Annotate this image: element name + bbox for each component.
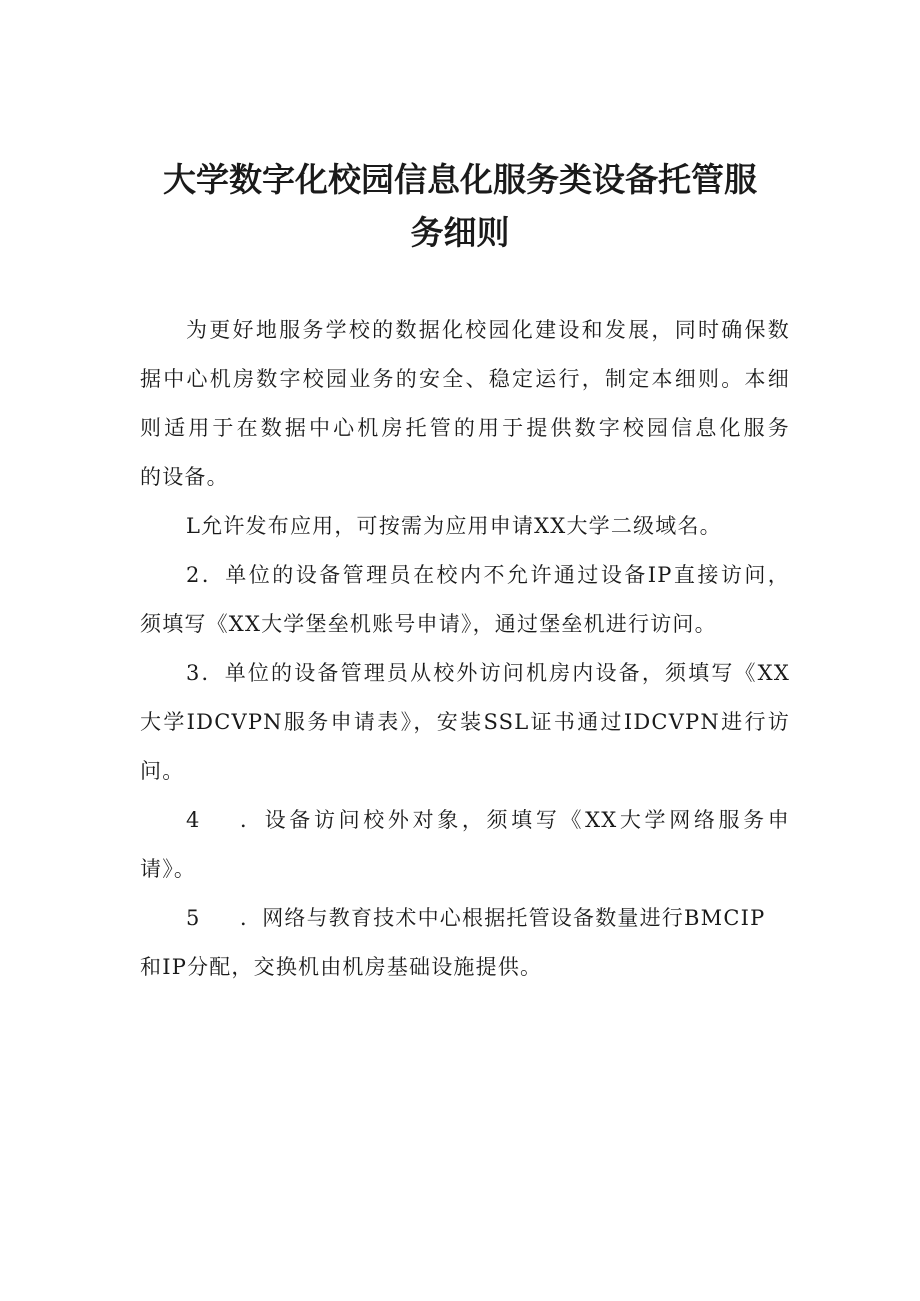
item-2-line-1: 2．单位的设备管理员在校内不允许通过设备IP直接访问， xyxy=(186,563,790,587)
intro-line-1: 为更好地服务学校的数据化校园化建设和发展，同时确保数 xyxy=(186,318,790,342)
item-3-line-2: 大学IDCVPN服务申请表》，安装SSL证书通过IDCVPN进行访 xyxy=(140,710,790,734)
item-1-line-1: L允许发布应用，可按需为应用申请XX大学二级域名。 xyxy=(186,514,722,538)
item-2-line-2: 须填写《XX大学堡垒机账号申请》，通过堡垒机进行访问。 xyxy=(140,612,717,636)
item-3-line-3: 问。 xyxy=(140,759,185,783)
item-5-line-1: ．网络与教育技术中心根据托管设备数量进行BMCIP xyxy=(240,906,766,930)
item-4-line-1: ．设备访问校外对象，须填写《XX大学网络服务申 xyxy=(240,808,790,832)
intro-line-2: 据中心机房数字校园业务的安全、稳定运行，制定本细则。本细 xyxy=(140,367,790,391)
item-4-line-2: 请》。 xyxy=(140,857,197,881)
item-5-line-2: 和IP分配，交换机由机房基础设施提供。 xyxy=(140,955,543,979)
item-4-number: 4 xyxy=(186,808,201,832)
document-title-line-2: 务细则 xyxy=(410,213,510,252)
item-3-line-1: 3．单位的设备管理员从校外访问机房内设备，须填写《XX xyxy=(186,661,790,685)
intro-line-3: 则适用于在数据中心机房托管的用于提供数字校园信息化服务 xyxy=(140,416,790,440)
document-title-line-1: 大学数字化校园信息化服务类设备托管服 xyxy=(163,160,757,199)
intro-line-4: 的设备。 xyxy=(140,465,229,489)
item-5-number: 5 xyxy=(186,906,201,930)
